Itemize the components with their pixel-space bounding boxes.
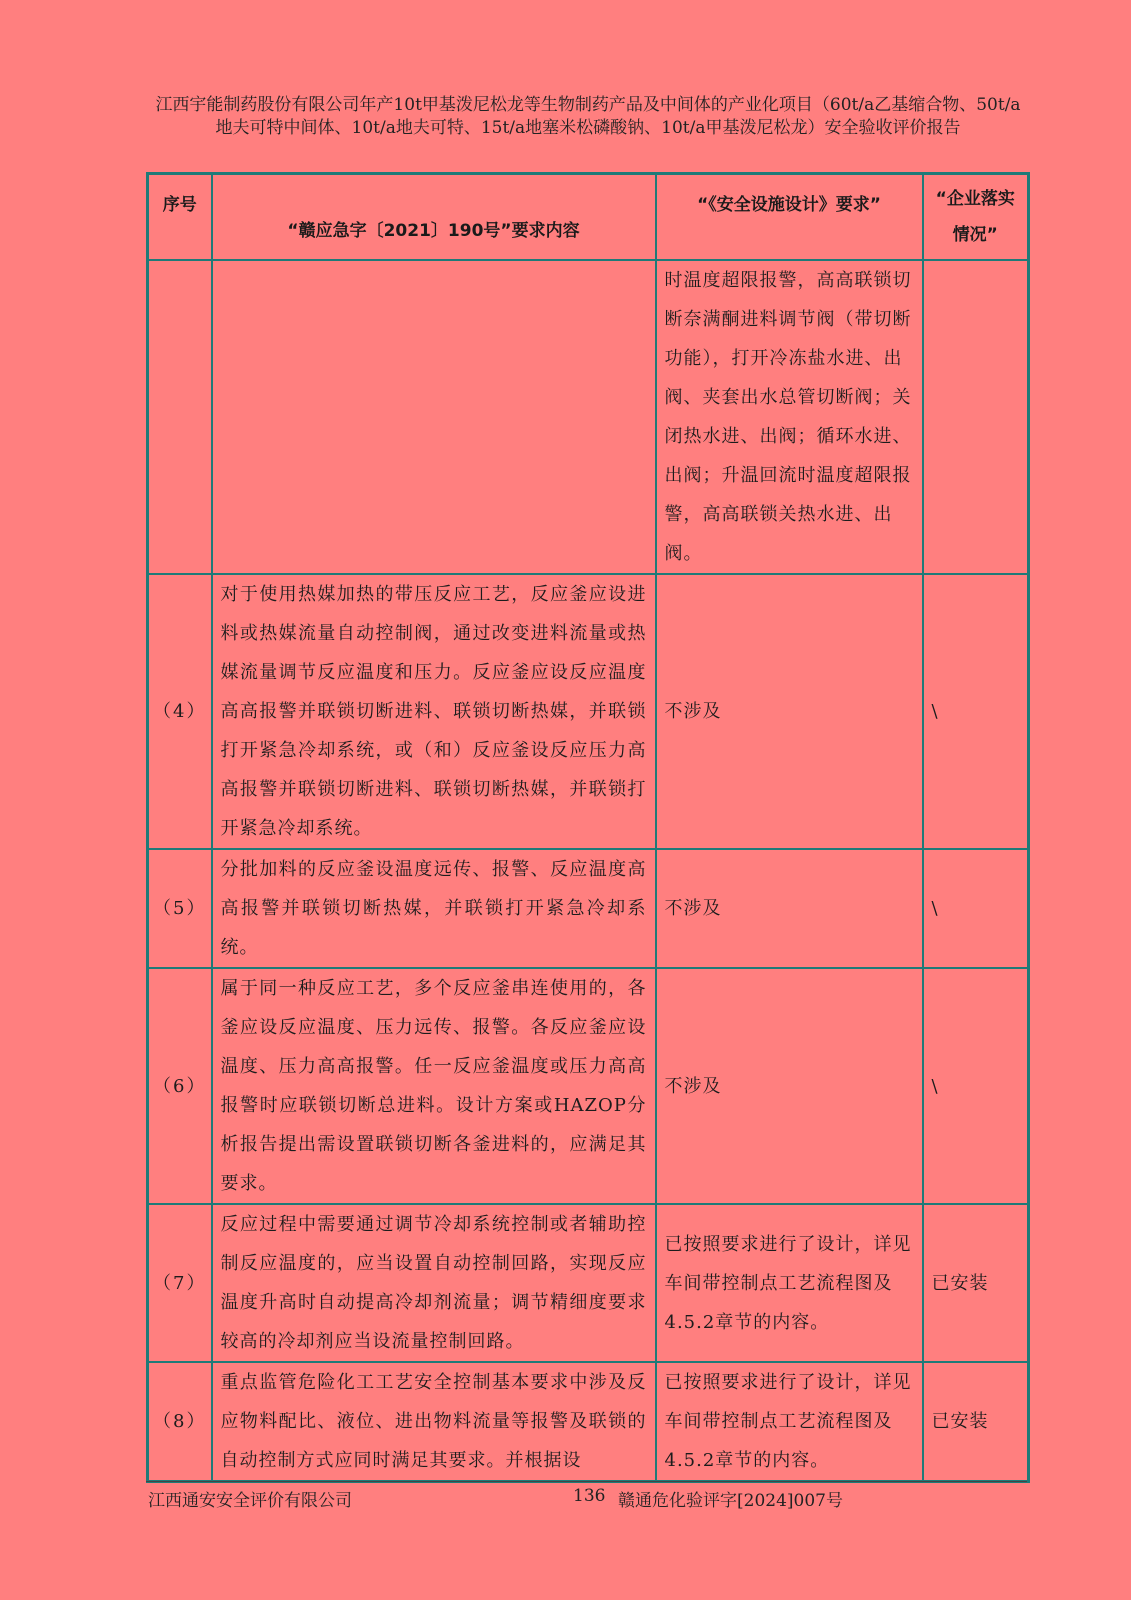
table-header-row [148,174,1029,261]
requirements-table [146,172,1030,1483]
row-requirement: 对于使用热媒加热的带压反应工艺，反应釜应设进料或热媒流量自动控制阀，通过改变进料流量或热媒流量调节反应温度和压力。反应釜应设反应温度高高报警并联锁切断进料、联锁切断热媒，并联锁打开紧急冷却系统，或（和）反应釜设反应压力高高报警并联锁切断进料、联锁切断热媒，并联锁打开紧急冷却系统。 [212,574,656,849]
footer-doc-number: 赣通危化验评字[2024]007号 [618,1491,843,1511]
row-seq: （8） [148,1362,212,1482]
row-requirement: 反应过程中需要通过调节冷却系统控制或者辅助控制反应温度的，应当设置自动控制回路，实现反应温度升高时自动提高冷却剂流量；调节精细度要求较高的冷却剂应当设流量控制回路。 [212,1204,656,1362]
table-row [148,574,1029,849]
row-implementation [923,260,1029,574]
header-design: “《安全设施设计》要求” [656,174,923,261]
row-design: 已按照要求进行了设计，详见车间带控制点工艺流程图及4.5.2章节的内容。 [656,1362,923,1482]
row-design: 不涉及 [656,849,923,968]
row-seq: （6） [148,968,212,1204]
row-implementation: \ [923,968,1029,1204]
table-row [148,1204,1029,1362]
row-design: 不涉及 [656,968,923,1204]
header-implementation: “企业落实情况” [923,174,1029,261]
header-seq: 序号 [148,174,212,261]
row-requirement: 分批加料的反应釜设温度远传、报警、反应温度高高报警并联锁切断热媒，并联锁打开紧急冷却系统。 [212,849,656,968]
row-design: 已按照要求进行了设计，详见车间带控制点工艺流程图及4.5.2章节的内容。 [656,1204,923,1362]
row-seq [148,260,212,574]
row-requirement: 属于同一种反应工艺，多个反应釜串连使用的，各釜应设反应温度、压力远传、报警。各反应釜应设温度、压力高高报警。任一反应釜温度或压力高高报警时应联锁切断总进料。设计方案或HAZOP分析报告提出需设置联锁切断各釜进料的，应满足其要求。 [212,968,656,1204]
row-implementation: \ [923,849,1029,968]
row-implementation: 已安装 [923,1362,1029,1482]
row-implementation: 已安装 [923,1204,1029,1362]
row-implementation: \ [923,574,1029,849]
row-seq: （7） [148,1204,212,1362]
report-title: 江西宇能制药股份有限公司年产10t甲基泼尼松龙等生物制药产品及中间体的产业化项目（60t/a乙基缩合物、50t/a地夫可特中间体、10t/a地夫可特、15t/a地塞米松磷酸钠、10t/a甲基泼尼松龙）安全验收评价报告 [155,95,1021,138]
table-row [148,260,1029,574]
row-design: 时温度超限报警，高高联锁切断奈满酮进料调节阀（带切断功能），打开冷冻盐水进、出阀、夹套出水总管切断阀；关闭热水进、出阀；循环水进、出阀；升温回流时温度超限报警，高高联锁关热水进、出阀。 [656,260,923,574]
row-requirement: 重点监管危险化工工艺安全控制基本要求中涉及反应物料配比、液位、进出物料流量等报警及联锁的自动控制方式应同时满足其要求。并根据设 [212,1362,656,1482]
table-row [148,1362,1029,1482]
row-design: 不涉及 [656,574,923,849]
footer-page-number: 136 [573,1486,606,1506]
footer-divider [146,1481,1027,1482]
row-requirement [212,260,656,574]
header-requirement: “赣应急字〔2021〕190号”要求内容 [212,174,656,261]
table-row [148,849,1029,968]
footer-company: 江西通安安全评价有限公司 [148,1491,352,1511]
row-seq: （4） [148,574,212,849]
table-row [148,968,1029,1204]
row-seq: （5） [148,849,212,968]
